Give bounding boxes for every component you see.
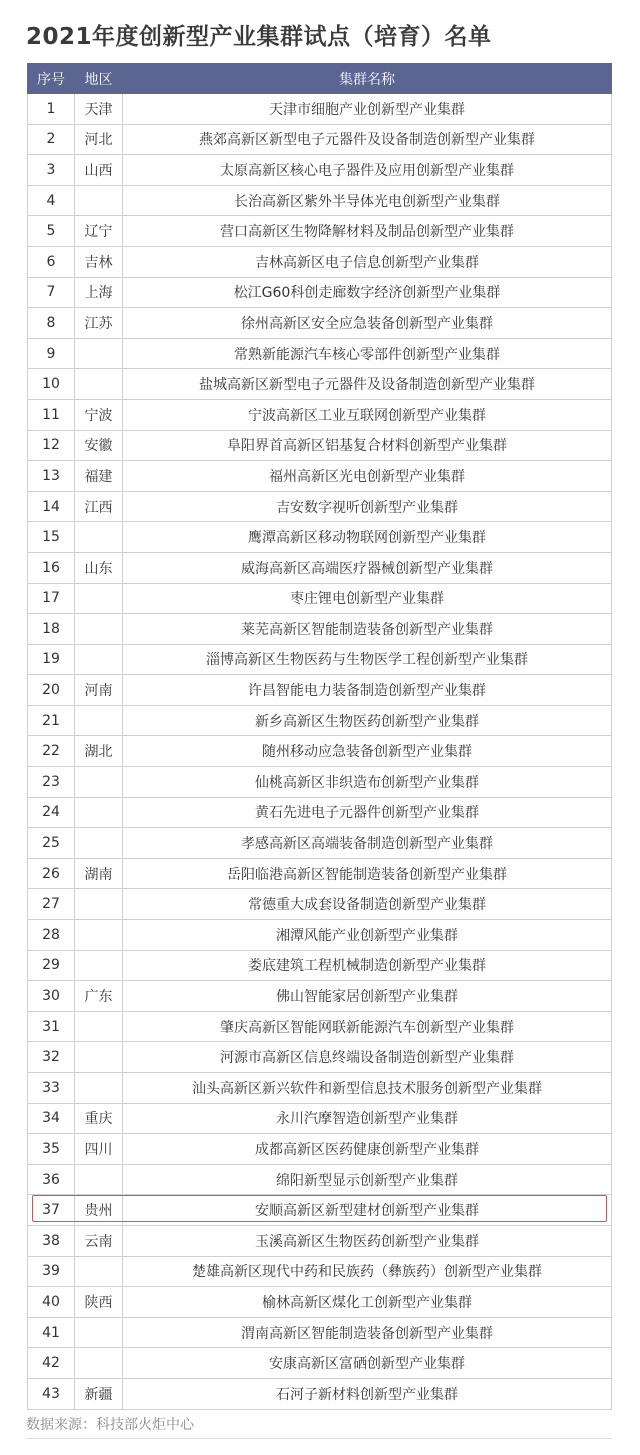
cell-serial: 5 xyxy=(28,216,75,247)
cell-cluster-name: 太原高新区核心电子器件及应用创新型产业集群 xyxy=(123,155,612,186)
cell-cluster-name: 汕头高新区新兴软件和新型信息技术服务创新型产业集群 xyxy=(123,1073,612,1104)
cell-region xyxy=(75,920,123,951)
cell-region: 重庆 xyxy=(75,1103,123,1134)
table-row xyxy=(28,399,612,430)
cell-region xyxy=(75,1073,123,1104)
table-row xyxy=(28,950,612,981)
table-row xyxy=(28,369,612,400)
table-row xyxy=(28,1042,612,1073)
cell-region: 河南 xyxy=(75,675,123,706)
cell-cluster-name: 福州高新区光电创新型产业集群 xyxy=(123,461,612,492)
cell-serial: 20 xyxy=(28,675,75,706)
cell-region: 四川 xyxy=(75,1134,123,1165)
table-row xyxy=(28,1011,612,1042)
cell-region xyxy=(75,1256,123,1287)
cell-region: 山西 xyxy=(75,155,123,186)
cell-serial: 28 xyxy=(28,920,75,951)
cell-cluster-name: 石河子新材料创新型产业集群 xyxy=(123,1378,612,1409)
cell-serial: 17 xyxy=(28,583,75,614)
cell-cluster-name: 燕郊高新区新型电子元器件及设备制造创新型产业集群 xyxy=(123,124,612,155)
cell-serial: 11 xyxy=(28,399,75,430)
cell-region: 安徽 xyxy=(75,430,123,461)
table-row xyxy=(28,614,612,645)
data-source: 数据来源：科技部火炬中心 xyxy=(26,1417,194,1433)
cell-region: 云南 xyxy=(75,1225,123,1256)
table-row xyxy=(28,583,612,614)
table-row xyxy=(28,675,612,706)
header-cluster-name: 集群名称 xyxy=(123,64,612,94)
cell-cluster-name: 吉林高新区电子信息创新型产业集群 xyxy=(123,246,612,277)
cell-region: 江苏 xyxy=(75,308,123,339)
header-serial: 序号 xyxy=(28,64,75,94)
cell-region xyxy=(75,185,123,216)
cell-region xyxy=(75,1317,123,1348)
cell-serial: 16 xyxy=(28,552,75,583)
cell-serial: 41 xyxy=(28,1317,75,1348)
cell-region: 河北 xyxy=(75,124,123,155)
table-row xyxy=(28,797,612,828)
table-body xyxy=(28,94,612,1410)
header-region: 地区 xyxy=(75,64,123,94)
cell-serial: 2 xyxy=(28,124,75,155)
cell-cluster-name: 威海高新区高端医疗器械创新型产业集群 xyxy=(123,552,612,583)
cell-serial: 39 xyxy=(28,1256,75,1287)
cell-cluster-name: 绵阳新型显示创新型产业集群 xyxy=(123,1164,612,1195)
cell-serial: 37 xyxy=(28,1195,75,1226)
cell-cluster-name: 盐城高新区新型电子元器件及设备制造创新型产业集群 xyxy=(123,369,612,400)
cell-serial: 25 xyxy=(28,828,75,859)
cell-region xyxy=(75,767,123,798)
cell-serial: 35 xyxy=(28,1134,75,1165)
cell-serial: 7 xyxy=(28,277,75,308)
cell-serial: 32 xyxy=(28,1042,75,1073)
table-row xyxy=(28,338,612,369)
cell-region: 湖南 xyxy=(75,858,123,889)
cell-cluster-name: 营口高新区生物降解材料及制品创新型产业集群 xyxy=(123,216,612,247)
cell-serial: 3 xyxy=(28,155,75,186)
table-row xyxy=(28,1134,612,1165)
cell-region xyxy=(75,705,123,736)
table-row xyxy=(28,1103,612,1134)
cell-cluster-name: 安顺高新区新型建材创新型产业集群 xyxy=(123,1195,612,1226)
cell-cluster-name: 常德重大成套设备制造创新型产业集群 xyxy=(123,889,612,920)
table-row xyxy=(28,1225,612,1256)
cell-region: 广东 xyxy=(75,981,123,1012)
table-row xyxy=(28,277,612,308)
cell-cluster-name: 孝感高新区高端装备制造创新型产业集群 xyxy=(123,828,612,859)
cell-cluster-name: 榆林高新区煤化工创新型产业集群 xyxy=(123,1287,612,1318)
cell-cluster-name: 佛山智能家居创新型产业集群 xyxy=(123,981,612,1012)
table-row xyxy=(28,736,612,767)
cell-cluster-name: 肇庆高新区智能网联新能源汽车创新型产业集群 xyxy=(123,1011,612,1042)
cell-cluster-name: 吉安数字视听创新型产业集群 xyxy=(123,491,612,522)
cell-cluster-name: 安康高新区富硒创新型产业集群 xyxy=(123,1348,612,1379)
table-row xyxy=(28,767,612,798)
table-row xyxy=(28,828,612,859)
cell-region xyxy=(75,614,123,645)
cell-cluster-name: 阜阳界首高新区铝基复合材料创新型产业集群 xyxy=(123,430,612,461)
cell-serial: 22 xyxy=(28,736,75,767)
cell-region: 江西 xyxy=(75,491,123,522)
cell-cluster-name: 长治高新区紫外半导体光电创新型产业集群 xyxy=(123,185,612,216)
cell-serial: 4 xyxy=(28,185,75,216)
cell-region xyxy=(75,1348,123,1379)
table-row xyxy=(28,920,612,951)
cell-cluster-name: 仙桃高新区非织造布创新型产业集群 xyxy=(123,767,612,798)
cell-cluster-name: 随州移动应急装备创新型产业集群 xyxy=(123,736,612,767)
cell-region xyxy=(75,889,123,920)
cell-serial: 8 xyxy=(28,308,75,339)
table-row xyxy=(28,430,612,461)
cell-cluster-name: 玉溪高新区生物医药创新型产业集群 xyxy=(123,1225,612,1256)
cell-serial: 14 xyxy=(28,491,75,522)
cell-cluster-name: 楚雄高新区现代中药和民族药（彝族药）创新型产业集群 xyxy=(123,1256,612,1287)
cell-cluster-name: 莱芜高新区智能制造装备创新型产业集群 xyxy=(123,614,612,645)
cell-region: 新疆 xyxy=(75,1378,123,1409)
cluster-table xyxy=(27,63,612,1410)
table-row xyxy=(28,981,612,1012)
table-row xyxy=(28,1073,612,1104)
table-row xyxy=(28,1256,612,1287)
cell-cluster-name: 新乡高新区生物医药创新型产业集群 xyxy=(123,705,612,736)
cell-serial: 1 xyxy=(28,94,75,125)
table-row xyxy=(28,1317,612,1348)
cell-serial: 9 xyxy=(28,338,75,369)
table-row xyxy=(28,124,612,155)
table-row xyxy=(28,308,612,339)
cell-cluster-name: 松江G60科创走廊数字经济创新型产业集群 xyxy=(123,277,612,308)
table-row xyxy=(28,1195,612,1226)
cell-region xyxy=(75,797,123,828)
table-row xyxy=(28,552,612,583)
cell-serial: 31 xyxy=(28,1011,75,1042)
cell-cluster-name: 渭南高新区智能制造装备创新型产业集群 xyxy=(123,1317,612,1348)
cell-serial: 33 xyxy=(28,1073,75,1104)
table-row xyxy=(28,461,612,492)
cell-serial: 13 xyxy=(28,461,75,492)
cell-serial: 43 xyxy=(28,1378,75,1409)
cell-serial: 29 xyxy=(28,950,75,981)
cell-cluster-name: 黄石先进电子元器件创新型产业集群 xyxy=(123,797,612,828)
table-row xyxy=(28,155,612,186)
cell-serial: 27 xyxy=(28,889,75,920)
cell-cluster-name: 河源市高新区信息终端设备制造创新型产业集群 xyxy=(123,1042,612,1073)
cell-cluster-name: 岳阳临港高新区智能制造装备创新型产业集群 xyxy=(123,858,612,889)
cell-region xyxy=(75,369,123,400)
table-row xyxy=(28,246,612,277)
cell-cluster-name: 许昌智能电力装备制造创新型产业集群 xyxy=(123,675,612,706)
cell-serial: 26 xyxy=(28,858,75,889)
cell-serial: 42 xyxy=(28,1348,75,1379)
cell-region: 上海 xyxy=(75,277,123,308)
table-row xyxy=(28,1287,612,1318)
cell-serial: 15 xyxy=(28,522,75,553)
cell-serial: 18 xyxy=(28,614,75,645)
cell-region: 宁波 xyxy=(75,399,123,430)
table-row xyxy=(28,522,612,553)
cell-serial: 30 xyxy=(28,981,75,1012)
bottom-divider xyxy=(26,1438,612,1439)
cell-region xyxy=(75,950,123,981)
cell-serial: 34 xyxy=(28,1103,75,1134)
cell-serial: 21 xyxy=(28,705,75,736)
cell-region xyxy=(75,1011,123,1042)
cell-region: 山东 xyxy=(75,552,123,583)
cell-region xyxy=(75,522,123,553)
cell-cluster-name: 宁波高新区工业互联网创新型产业集群 xyxy=(123,399,612,430)
cell-cluster-name: 娄底建筑工程机械制造创新型产业集群 xyxy=(123,950,612,981)
cell-cluster-name: 成都高新区医药健康创新型产业集群 xyxy=(123,1134,612,1165)
cell-cluster-name: 湘潭风能产业创新型产业集群 xyxy=(123,920,612,951)
cell-serial: 36 xyxy=(28,1164,75,1195)
cell-serial: 6 xyxy=(28,246,75,277)
table-row xyxy=(28,705,612,736)
cell-region xyxy=(75,1164,123,1195)
cell-serial: 19 xyxy=(28,644,75,675)
cell-serial: 38 xyxy=(28,1225,75,1256)
cell-region xyxy=(75,1042,123,1073)
cell-region: 吉林 xyxy=(75,246,123,277)
cell-region: 天津 xyxy=(75,94,123,125)
cell-region xyxy=(75,338,123,369)
table-row xyxy=(28,185,612,216)
table-row xyxy=(28,94,612,125)
cell-region: 贵州 xyxy=(75,1195,123,1226)
table-row xyxy=(28,1164,612,1195)
cell-cluster-name: 常熟新能源汽车核心零部件创新型产业集群 xyxy=(123,338,612,369)
cell-serial: 23 xyxy=(28,767,75,798)
cell-cluster-name: 淄博高新区生物医药与生物医学工程创新型产业集群 xyxy=(123,644,612,675)
table-row xyxy=(28,889,612,920)
cell-serial: 40 xyxy=(28,1287,75,1318)
cell-region: 陕西 xyxy=(75,1287,123,1318)
table-row xyxy=(28,1348,612,1379)
table-header-row xyxy=(28,64,612,94)
cell-serial: 12 xyxy=(28,430,75,461)
cell-region xyxy=(75,583,123,614)
cell-region xyxy=(75,644,123,675)
table-row xyxy=(28,644,612,675)
cell-region: 辽宁 xyxy=(75,216,123,247)
cell-region: 湖北 xyxy=(75,736,123,767)
table-row xyxy=(28,491,612,522)
cell-cluster-name: 永川汽摩智造创新型产业集群 xyxy=(123,1103,612,1134)
table-row xyxy=(28,858,612,889)
page-title: 2021年度创新型产业集群试点（培育）名单 xyxy=(26,24,492,50)
cell-serial: 24 xyxy=(28,797,75,828)
table-row xyxy=(28,1378,612,1409)
cell-region xyxy=(75,828,123,859)
cell-region: 福建 xyxy=(75,461,123,492)
cell-cluster-name: 天津市细胞产业创新型产业集群 xyxy=(123,94,612,125)
table-row xyxy=(28,216,612,247)
cell-cluster-name: 鹰潭高新区移动物联网创新型产业集群 xyxy=(123,522,612,553)
cell-cluster-name: 枣庄锂电创新型产业集群 xyxy=(123,583,612,614)
cell-cluster-name: 徐州高新区安全应急装备创新型产业集群 xyxy=(123,308,612,339)
cell-serial: 10 xyxy=(28,369,75,400)
